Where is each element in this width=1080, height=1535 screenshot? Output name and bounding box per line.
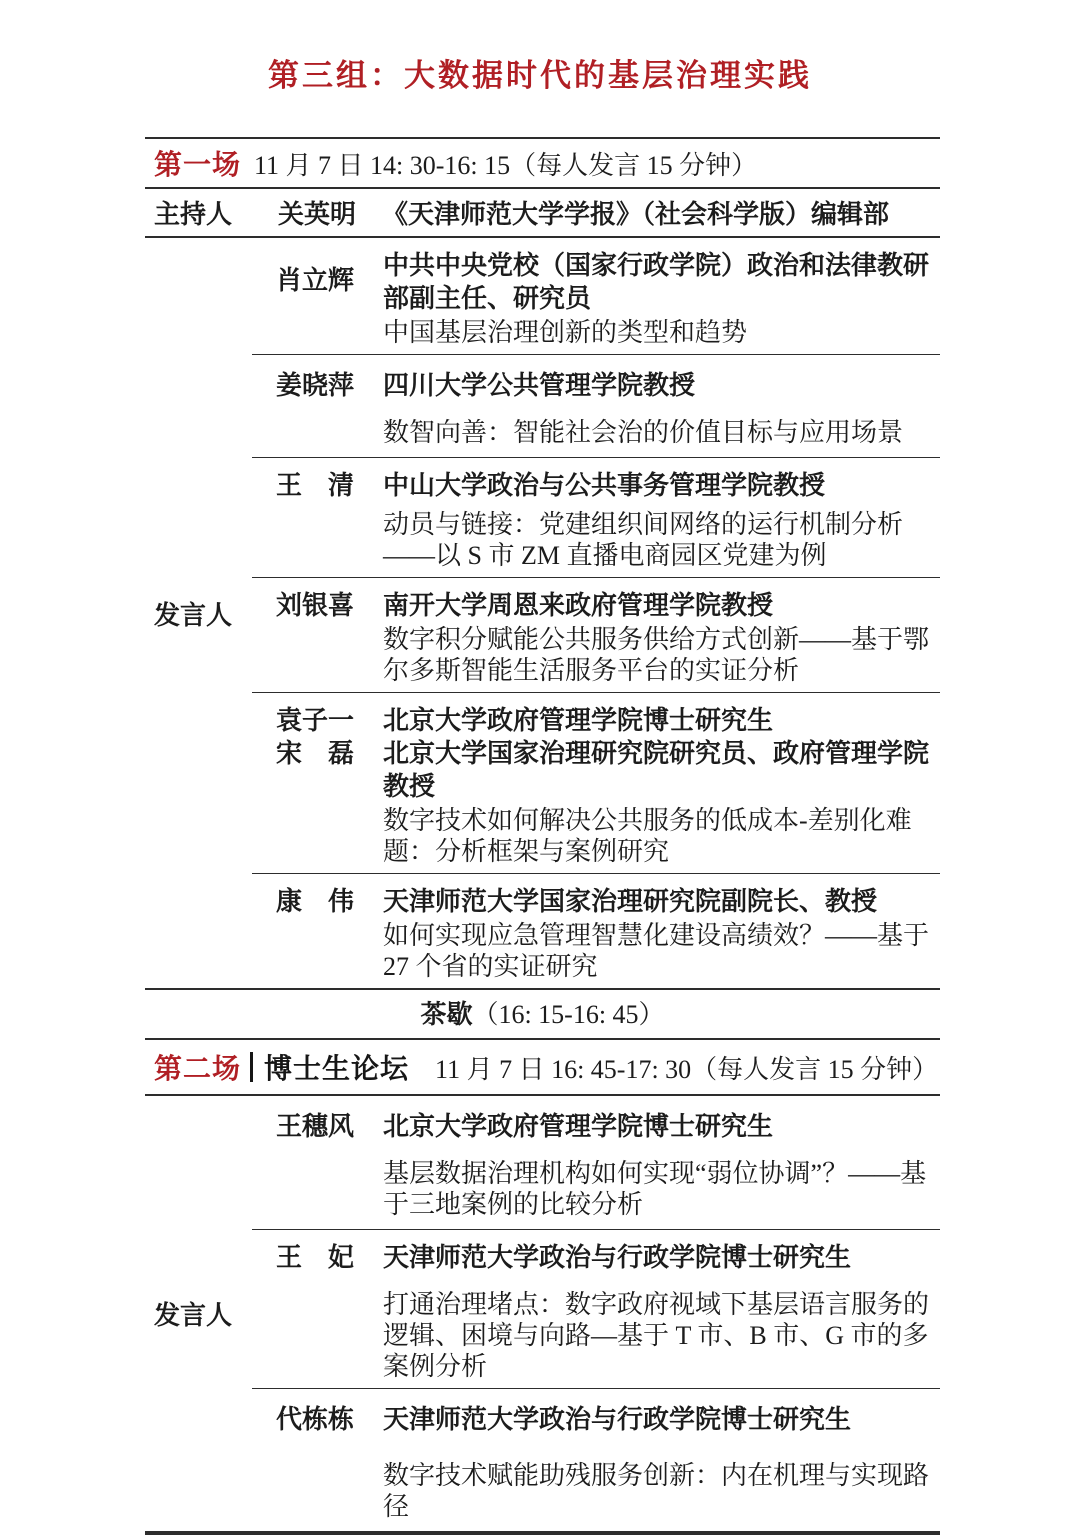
speaker-affiliation: 天津师范大学政治与行政学院博士研究生	[383, 1243, 852, 1272]
speaker-name: 姜晓萍	[276, 371, 355, 400]
vertical-divider	[250, 1052, 253, 1082]
speakers-role-label: 发言人	[154, 1301, 233, 1330]
speaker-name: 袁子一	[276, 706, 355, 735]
session-1-time: 11 月 7 日 14: 30-16: 15（每人发言 15 分钟）	[254, 150, 758, 180]
talk-title: 动员与链接：党建组织间网络的运行机制分析——以 S 市 ZM 直播电商园区党建为例	[383, 510, 904, 570]
talk-title: 数字积分赋能公共服务供给方式创新——基于鄂尔多斯智能生活服务平台的实证分析	[383, 625, 930, 685]
talk-title: 打通治理堵点：数字政府视域下基层语言服务的逻辑、困境与向路—基于 T 市、B 市、G 市的多案例分析	[383, 1290, 930, 1381]
speaker-name: 康 伟	[276, 887, 355, 916]
speaker-row	[252, 457, 940, 577]
speaker-name: 宋 磊	[276, 739, 355, 768]
speaker-row	[252, 692, 940, 873]
speaker-row	[252, 1388, 940, 1531]
speaker-affiliation: 天津师范大学国家治理研究院副院长、教授	[383, 887, 878, 916]
session-2-header-row	[145, 1040, 940, 1096]
tea-break-label: 茶歇	[420, 1000, 473, 1029]
speaker-affiliation: 天津师范大学政治与行政学院博士研究生	[383, 1405, 852, 1434]
speaker-row	[252, 238, 940, 354]
speaker-name: 王 妃	[276, 1243, 355, 1272]
talk-title: 基层数据治理机构如何实现“弱位协调”？——基于三地案例的比较分析	[383, 1159, 927, 1219]
talk-title: 数智向善：智能社会治的价值目标与应用场景	[383, 418, 904, 447]
speaker-row	[252, 1229, 940, 1388]
speaker-affiliation: 北京大学政府管理学院博士研究生	[383, 1112, 774, 1141]
talk-title: 中国基层治理创新的类型和趋势	[383, 318, 748, 347]
speaker-row	[252, 873, 940, 988]
session-2-speakers-block	[145, 1096, 940, 1533]
tea-break-time: （16: 15-16: 45）	[472, 1000, 665, 1029]
speaker-affiliation: 北京大学国家治理研究院研究员、政府管理学院教授	[383, 739, 930, 801]
program-table	[145, 137, 940, 1535]
host-row	[145, 189, 940, 238]
host-role-label: 主持人	[154, 200, 233, 229]
talk-title: 如何实现应急管理智慧化建设高绩效？——基于 27 个省的实证研究	[383, 921, 930, 981]
session-1-speakers-block	[145, 238, 940, 990]
talk-title: 数字技术如何解决公共服务的低成本-差别化难题：分析框架与案例研究	[383, 806, 912, 866]
session-1-header-row	[145, 139, 940, 189]
session-2-label: 第二场	[154, 1053, 242, 1084]
speaker-row	[252, 1096, 940, 1229]
session-1-label: 第一场	[154, 149, 242, 180]
speaker-name: 代栋栋	[276, 1405, 355, 1434]
session-2-sublabel: 博士生论坛	[264, 1053, 410, 1084]
speaker-name: 刘银喜	[276, 591, 355, 620]
speaker-affiliation: 中共中央党校（国家行政学院）政治和法律教研部副主任、研究员	[383, 251, 930, 313]
speaker-affiliation: 中山大学政治与公共事务管理学院教授	[383, 471, 826, 500]
speaker-affiliation: 北京大学政府管理学院博士研究生	[383, 706, 774, 735]
speaker-row	[252, 577, 940, 692]
host-name: 关英明	[278, 200, 357, 229]
speaker-affiliation: 南开大学周恩来政府管理学院教授	[383, 591, 774, 620]
speaker-name: 肖立辉	[276, 266, 355, 295]
speaker-name: 王穗风	[276, 1112, 355, 1141]
speaker-name: 王 清	[276, 471, 355, 500]
speaker-row	[252, 354, 940, 457]
tea-break-row	[145, 990, 940, 1040]
host-affiliation: 《天津师范大学学报》（社会科学版）编辑部	[382, 200, 890, 229]
speakers-role-label: 发言人	[154, 600, 233, 630]
talk-title: 数字技术赋能助残服务创新：内在机理与实现路径	[383, 1461, 930, 1521]
session-2-time: 11 月 7 日 16: 45-17: 30（每人发言 15 分钟）	[435, 1054, 939, 1084]
page-title: 第三组：大数据时代的基层治理实践	[268, 58, 812, 93]
speaker-affiliation: 四川大学公共管理学院教授	[383, 371, 696, 400]
